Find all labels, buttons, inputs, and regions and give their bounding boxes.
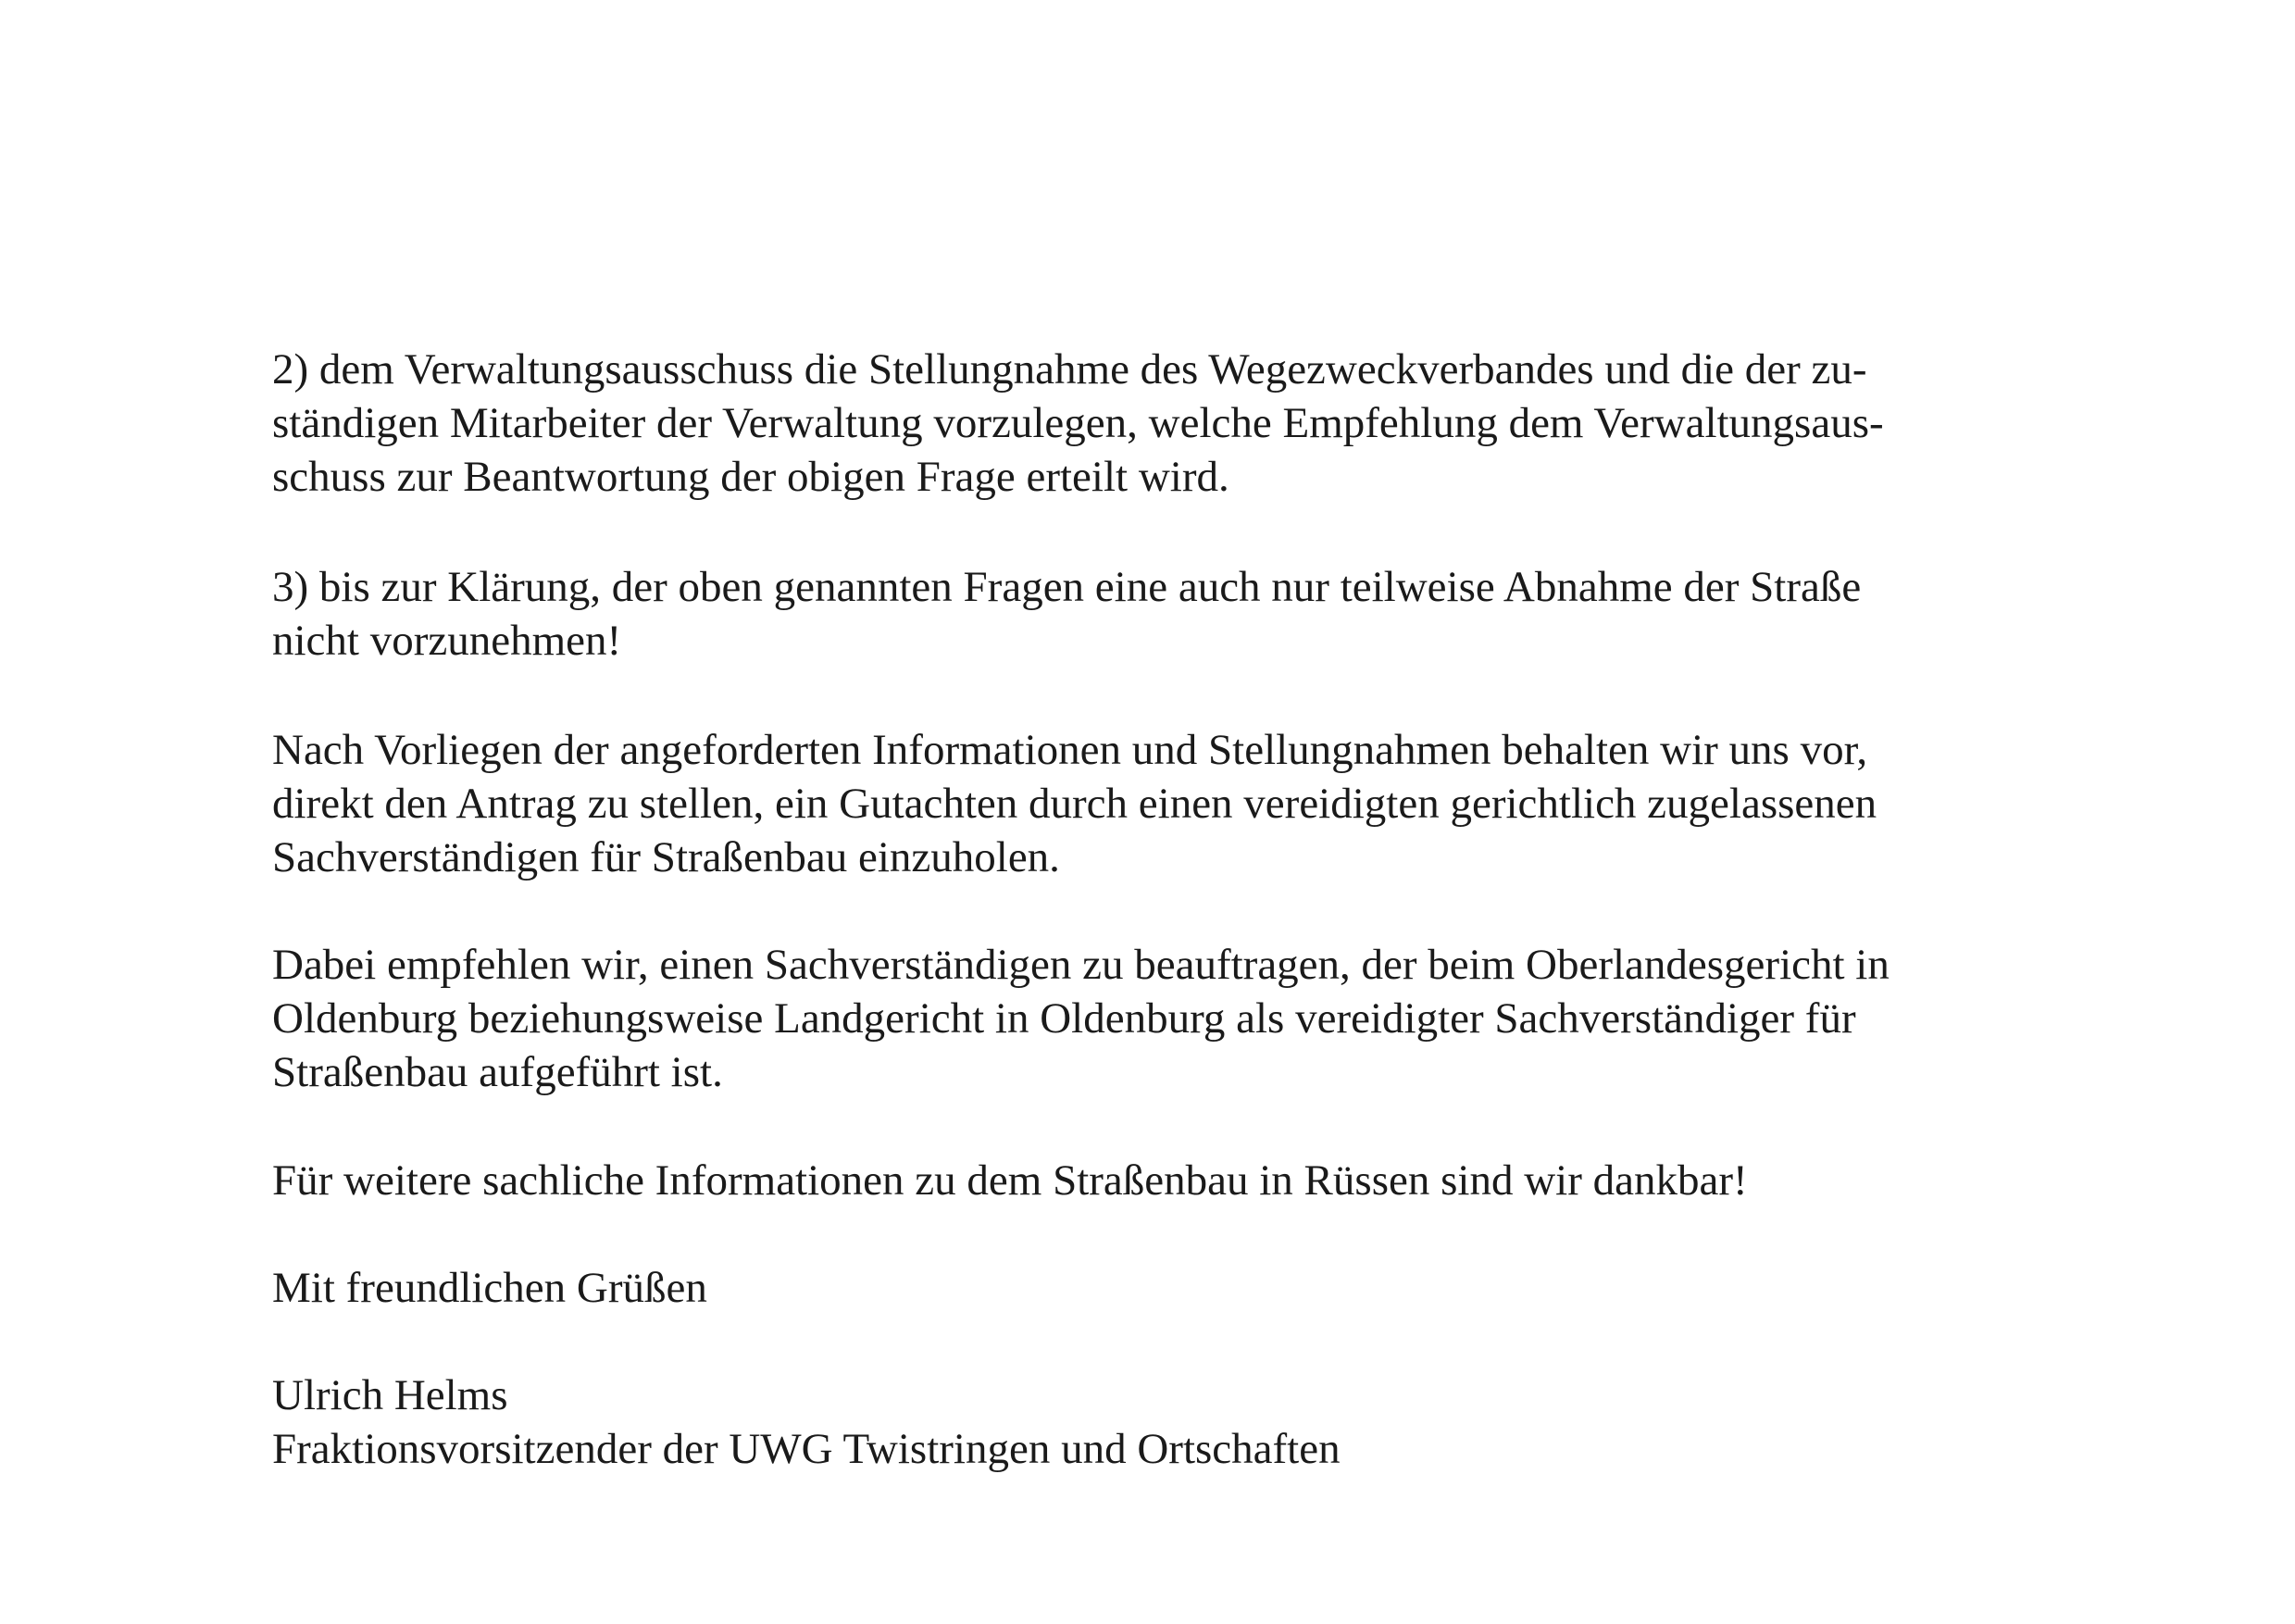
closing-text: Mit freundlichen Grüßen: [272, 1264, 707, 1312]
paragraph-2-line: schuss zur Beantwortung der obigen Frage erteilt wird.: [272, 453, 1229, 501]
signature-block: [272, 1368, 1341, 1476]
signature-title: Fraktionsvorsitzender der UWG Twistringen und Ortschaften: [272, 1425, 1341, 1473]
signature-name: Ulrich Helms: [272, 1371, 508, 1419]
paragraph-2: [272, 343, 1884, 504]
paragraph-3: [272, 560, 1861, 668]
paragraph-thanks: [272, 1154, 1748, 1207]
paragraph-information-line: Sachverständigen für Straßenbau einzuholen.: [272, 833, 1060, 881]
paragraph-expert-line: Dabei empfehlen wir, einen Sachverständigen zu beauftragen, der beim Oberlandesgericht in: [272, 941, 1890, 989]
closing-salutation: [272, 1261, 707, 1315]
paragraph-expert-line: Straßenbau aufgeführt ist.: [272, 1048, 723, 1096]
paragraph-information: [272, 723, 1877, 884]
paragraph-information-line: direkt den Antrag zu stellen, ein Gutachten durch einen vereidigten gerichtlich zugelassenen: [272, 780, 1877, 828]
paragraph-expert-line: Oldenburg beziehungsweise Landgericht in Oldenburg als vereidigter Sachverständiger für: [272, 994, 1856, 1043]
paragraph-information-line: Nach Vorliegen der angeforderten Informationen und Stellungnahmen behalten wir uns vor,: [272, 726, 1868, 774]
paragraph-2-line: 2) dem Verwaltungsausschuss die Stellungnahme des Wegezweckverbandes und die der zu-: [272, 345, 1867, 394]
paragraph-3-line: nicht vorzunehmen!: [272, 617, 622, 665]
paragraph-expert: [272, 938, 1890, 1099]
paragraph-3-line: 3) bis zur Klärung, der oben genannten Fragen eine auch nur teilweise Abnahme der Straße: [272, 563, 1862, 611]
paragraph-2-line: ständigen Mitarbeiter der Verwaltung vorzulegen, welche Empfehlung dem Verwaltungsaus-: [272, 399, 1884, 447]
paragraph-thanks-line: Für weitere sachliche Informationen zu dem Straßenbau in Rüssen sind wir dankbar!: [272, 1156, 1748, 1205]
